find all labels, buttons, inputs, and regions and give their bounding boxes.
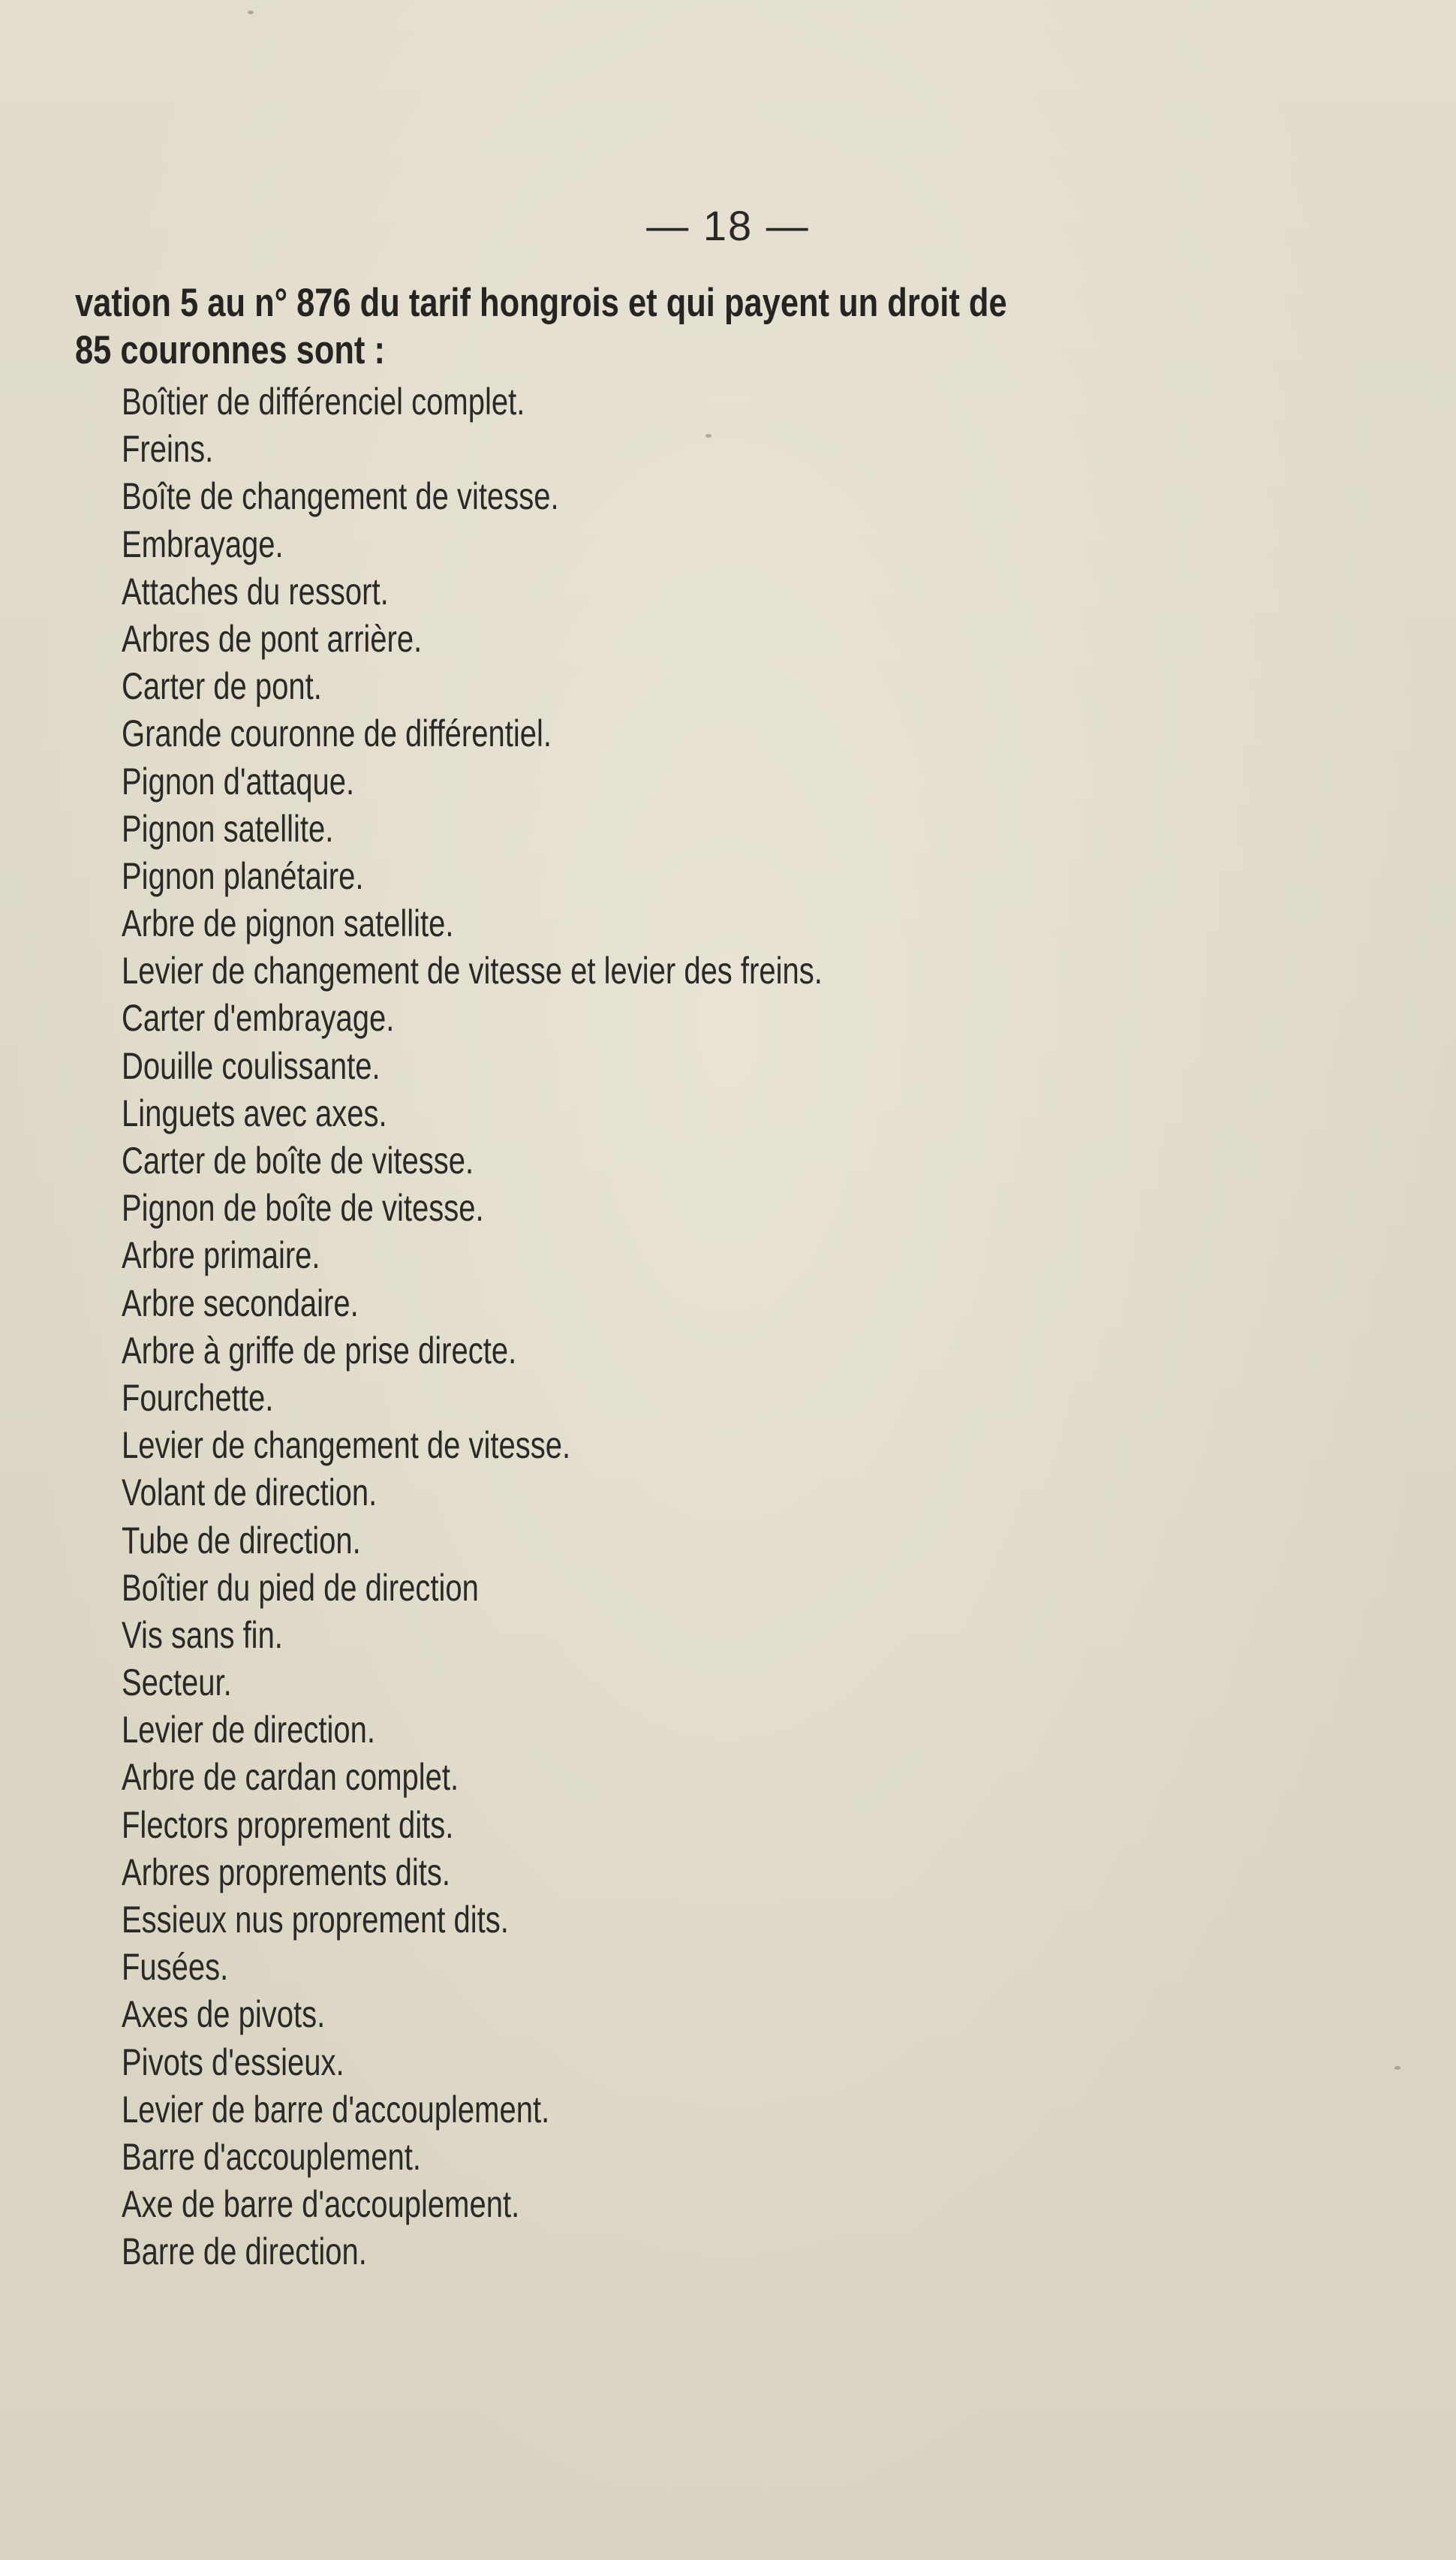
body-text xyxy=(75,279,1306,2273)
intro-line-2: 85 couronnes sont : xyxy=(75,328,385,372)
list-item: Boîtier de différenciel complet. xyxy=(122,381,525,423)
list-item: Vis sans fin. xyxy=(122,1613,283,1656)
list-item: Boîtier du pied de direction xyxy=(122,1566,479,1609)
list-item: Essieux nus proprement dits. xyxy=(122,1899,509,1941)
list-item: Douille coulissante. xyxy=(122,1044,381,1087)
paper-speck xyxy=(248,11,254,14)
list-item: Arbre de pignon satellite. xyxy=(122,902,454,945)
list-item: Pignon de boîte de vitesse. xyxy=(122,1187,484,1230)
list-item: Levier de direction. xyxy=(122,1709,375,1751)
list-item: Secteur. xyxy=(122,1661,232,1704)
list-item: Arbre de cardan complet. xyxy=(122,1756,459,1799)
list-item: Pignon planétaire. xyxy=(122,854,364,897)
list-item: Carter d'embrayage. xyxy=(122,997,395,1040)
list-item: Axes de pivots. xyxy=(122,1993,326,2036)
list-item: Arbre à griffe de prise directe. xyxy=(122,1329,517,1372)
paper-speck xyxy=(1394,2066,1400,2070)
list-item: Carter de pont. xyxy=(122,665,322,708)
list-item: Pivots d'essieux. xyxy=(122,2040,344,2083)
list-item: Levier de changement de vitesse et levier des freins. xyxy=(122,950,823,992)
list-item: Carter de boîte de vitesse. xyxy=(122,1140,474,1182)
list-item: Fusées. xyxy=(122,1946,229,1989)
parts-list xyxy=(122,378,997,2276)
list-item: Arbre secondaire. xyxy=(122,1282,359,1324)
intro-paragraph xyxy=(75,279,1306,374)
list-item: Levier de barre d'accouplement. xyxy=(122,2088,550,2131)
intro-line-1: vation 5 au n° 876 du tarif hongrois et qui payent un droit de xyxy=(75,281,1007,325)
list-item: Tube de direction. xyxy=(122,1519,361,1562)
list-item: Flectors proprement dits. xyxy=(122,1803,454,1846)
list-item: Attaches du ressort. xyxy=(122,570,389,613)
list-item: Arbres de pont arrière. xyxy=(122,617,423,660)
list-item: Axe de barre d'accouplement. xyxy=(122,2183,520,2226)
list-item: Barre de direction. xyxy=(122,2230,367,2273)
page-number: — 18 — xyxy=(646,202,810,249)
list-item: Freins. xyxy=(122,428,214,471)
list-item: Levier de changement de vitesse. xyxy=(122,1424,571,1467)
list-item: Grande couronne de différentiel. xyxy=(122,712,552,755)
list-item: Pignon d'attaque. xyxy=(122,760,355,803)
list-item: Embrayage. xyxy=(122,523,284,565)
list-item: Volant de direction. xyxy=(122,1471,378,1514)
list-item: Arbre primaire. xyxy=(122,1234,320,1277)
list-item: Barre d'accouplement. xyxy=(122,2135,421,2178)
list-item: Arbres proprements dits. xyxy=(122,1851,450,1893)
list-item: Fourchette. xyxy=(122,1376,274,1419)
list-item: Pignon satellite. xyxy=(122,807,334,850)
list-item: Linguets avec axes. xyxy=(122,1092,387,1134)
list-item: Boîte de changement de vitesse. xyxy=(122,475,559,518)
